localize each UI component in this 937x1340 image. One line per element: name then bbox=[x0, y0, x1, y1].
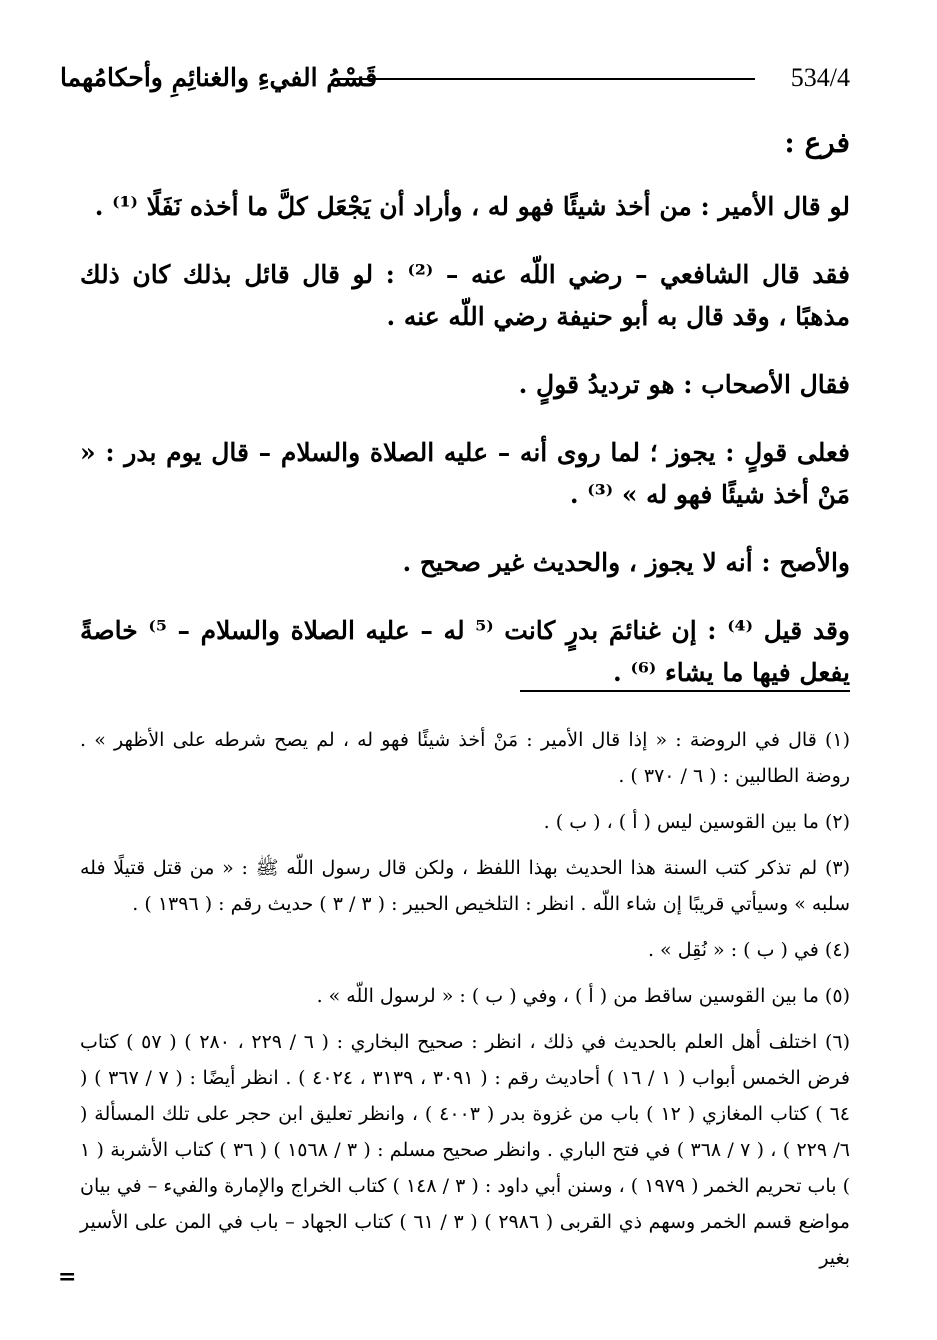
header-rule bbox=[335, 78, 755, 80]
paragraph: لو قال الأمير : من أخذ شيئًا فهو له ، وأراد أن يَجْعَل كلَّ ما أخذه نَفَلًا ⁽¹⁾ . bbox=[94, 192, 850, 221]
paragraph: فقال الأصحاب : هو ترديدُ قولٍ . bbox=[518, 370, 850, 399]
running-title: قَسْمُ الفيءِ والغنائِمِ وأحكامُهما bbox=[60, 63, 378, 92]
footnote: (٣) لم تذكر كتب السنة هذا الحديث بهذا اللفظ ، ولكن قال رسول اللّه ﷺ : « من قتل قتيلًا فله سلبه » وسيأتي قريبًا إن شاء اللّه . انظر : التلخيص الحبير : ( ٣ / ٣ ) حديث رقم : ( ١٣٩٦ ) . bbox=[80, 857, 850, 915]
main-text bbox=[80, 122, 850, 720]
footnote: (٦) اختلف أهل العلم بالحديث في ذلك ، انظر : صحيح البخاري : ( ٦ / ٢٢٩ ، ٢٨٠ ) ( ٥٧ ) كتاب فرض الخمس أبواب ( ١ / ١٦ ) أحاديث رقم : ( ٣٠٩١ ، ٣١٣٩ ، ٤٠٢٤ ) . انظر أيضًا : ( ٧ / ٣٦٧ ) ( ٦٤ ) كتاب المغازي ( ١٢ ) باب من غزوة بدر ( ٤٠٠٣ ) ، وانظر تعليق ابن حجر على تلك المسألة ( ٦/ ٢٢٩ ) ، ( ٧ / ٣٦٨ ) في فتح الباري . وانظر صحيح مسلم : ( ٣ / ١٥٦٨ ) ( ٣٦ ) كتاب الأشربة ( ١ ) باب تحريم الخمر ( ١٩٧٩ ) ، وسنن أبي داود : ( ٣ / ١٤٨ ) كتاب الخراج والإمارة والفيء – في بيان مواضع قسم الخمر وسهم ذي القربى ( ٢٩٨٦ ) ( ٣ / ٦١ ) كتاب الجهاد – باب في المن على الأسير بغير bbox=[80, 1031, 850, 1269]
footnote: (٥) ما بين القوسين ساقط من ( أ ) ، وفي ( ب ) : « لرسول اللّه » . bbox=[316, 985, 850, 1007]
footnotes bbox=[80, 722, 850, 1286]
continuation-mark: = bbox=[58, 1264, 77, 1290]
page-header bbox=[60, 60, 850, 100]
paragraph: فعلى قولٍ : يجوز ؛ لما روى أنه – عليه الصلاة والسلام – قال يوم بدر : « مَنْ أخذ شيئًا فهو له » ⁽³⁾ . bbox=[80, 438, 850, 509]
section-heading: فرع : bbox=[784, 126, 850, 159]
paragraph: وقد قيل ⁽⁴⁾ : إن غنائمَ بدرٍ كانت ⁽⁵ له – عليه الصلاة والسلام – ⁵⁾ خاصةً يفعل فيها ما يشاء ⁽⁶⁾ . bbox=[80, 616, 850, 687]
paragraph: والأصح : أنه لا يجوز ، والحديث غير صحيح . bbox=[402, 548, 850, 577]
footnote-divider bbox=[520, 690, 850, 692]
page-number: 534/4 bbox=[790, 63, 850, 92]
paragraph: فقد قال الشافعي – رضي اللّه عنه – ⁽²⁾ : لو قال قائل بذلك كان ذلك مذهبًا ، وقد قال به أبو حنيفة رضي اللّه عنه . bbox=[80, 260, 850, 331]
footnote: (٢) ما بين القوسين ليس ( أ ) ، ( ب ) . bbox=[543, 811, 850, 833]
footnote: (٤) في ( ب ) : « نُقِل » . bbox=[647, 939, 850, 961]
footnote: (١) قال في الروضة : « إذا قال الأمير : مَنْ أخذ شيئًا فهو له ، لم يصح شرطه على الأظهر » . روضة الطالبين : ( ٦ / ٣٧٠ ) . bbox=[80, 729, 850, 787]
